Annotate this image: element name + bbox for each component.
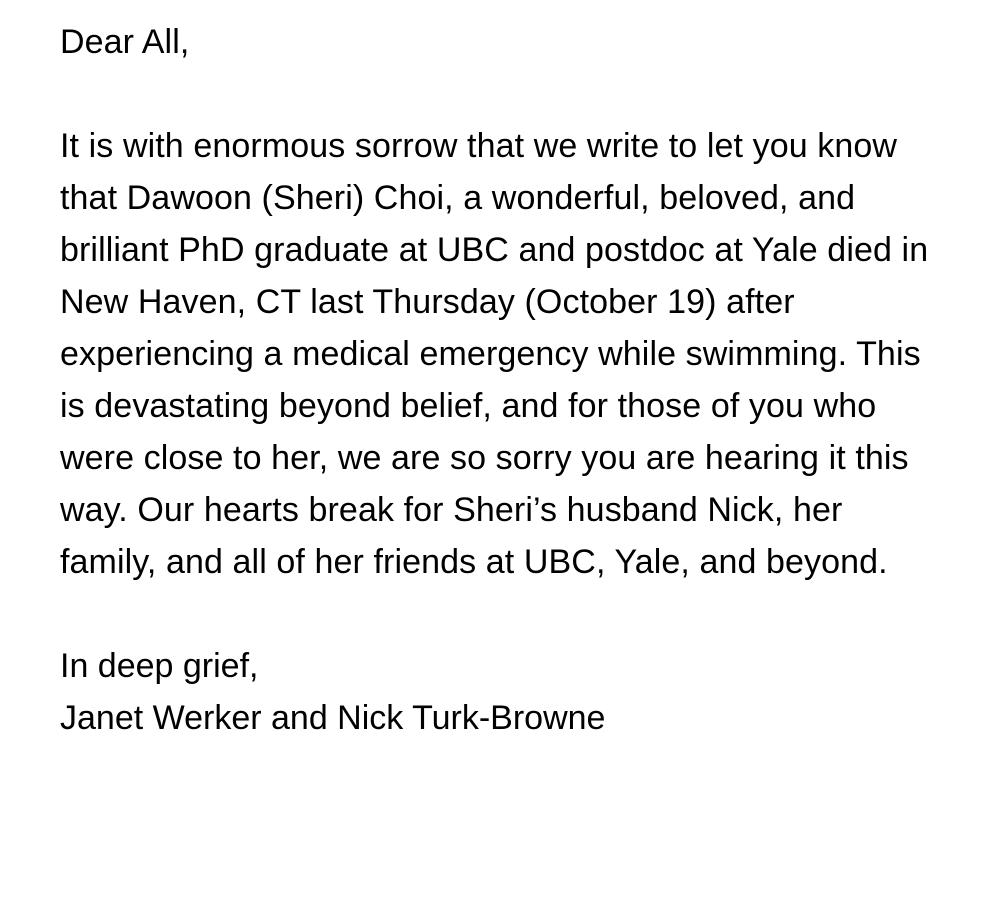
signature-line: Janet Werker and Nick Turk-Browne bbox=[60, 699, 606, 737]
paragraph-spacer bbox=[60, 68, 940, 120]
closing-line: In deep grief, bbox=[60, 647, 259, 685]
salutation: Dear All, bbox=[60, 23, 190, 61]
body-paragraph: It is with enormous sorrow that we write to let you know that Dawoon (Sheri) Choi, a wonderful, beloved, and brilliant PhD graduate at UBC and postdoc at Yale died in New Haven, CT last Thursday (October 19) after experiencing a medical emergency while swimming. This is devastating beyond belief, and for those of you who were close to her, we are so sorry you are hearing it this way. Our hearts break for Sheri’s husband Nick, her family, and all of her friends at UBC, Yale, and beyond. bbox=[60, 127, 938, 581]
paragraph-spacer bbox=[60, 588, 940, 640]
